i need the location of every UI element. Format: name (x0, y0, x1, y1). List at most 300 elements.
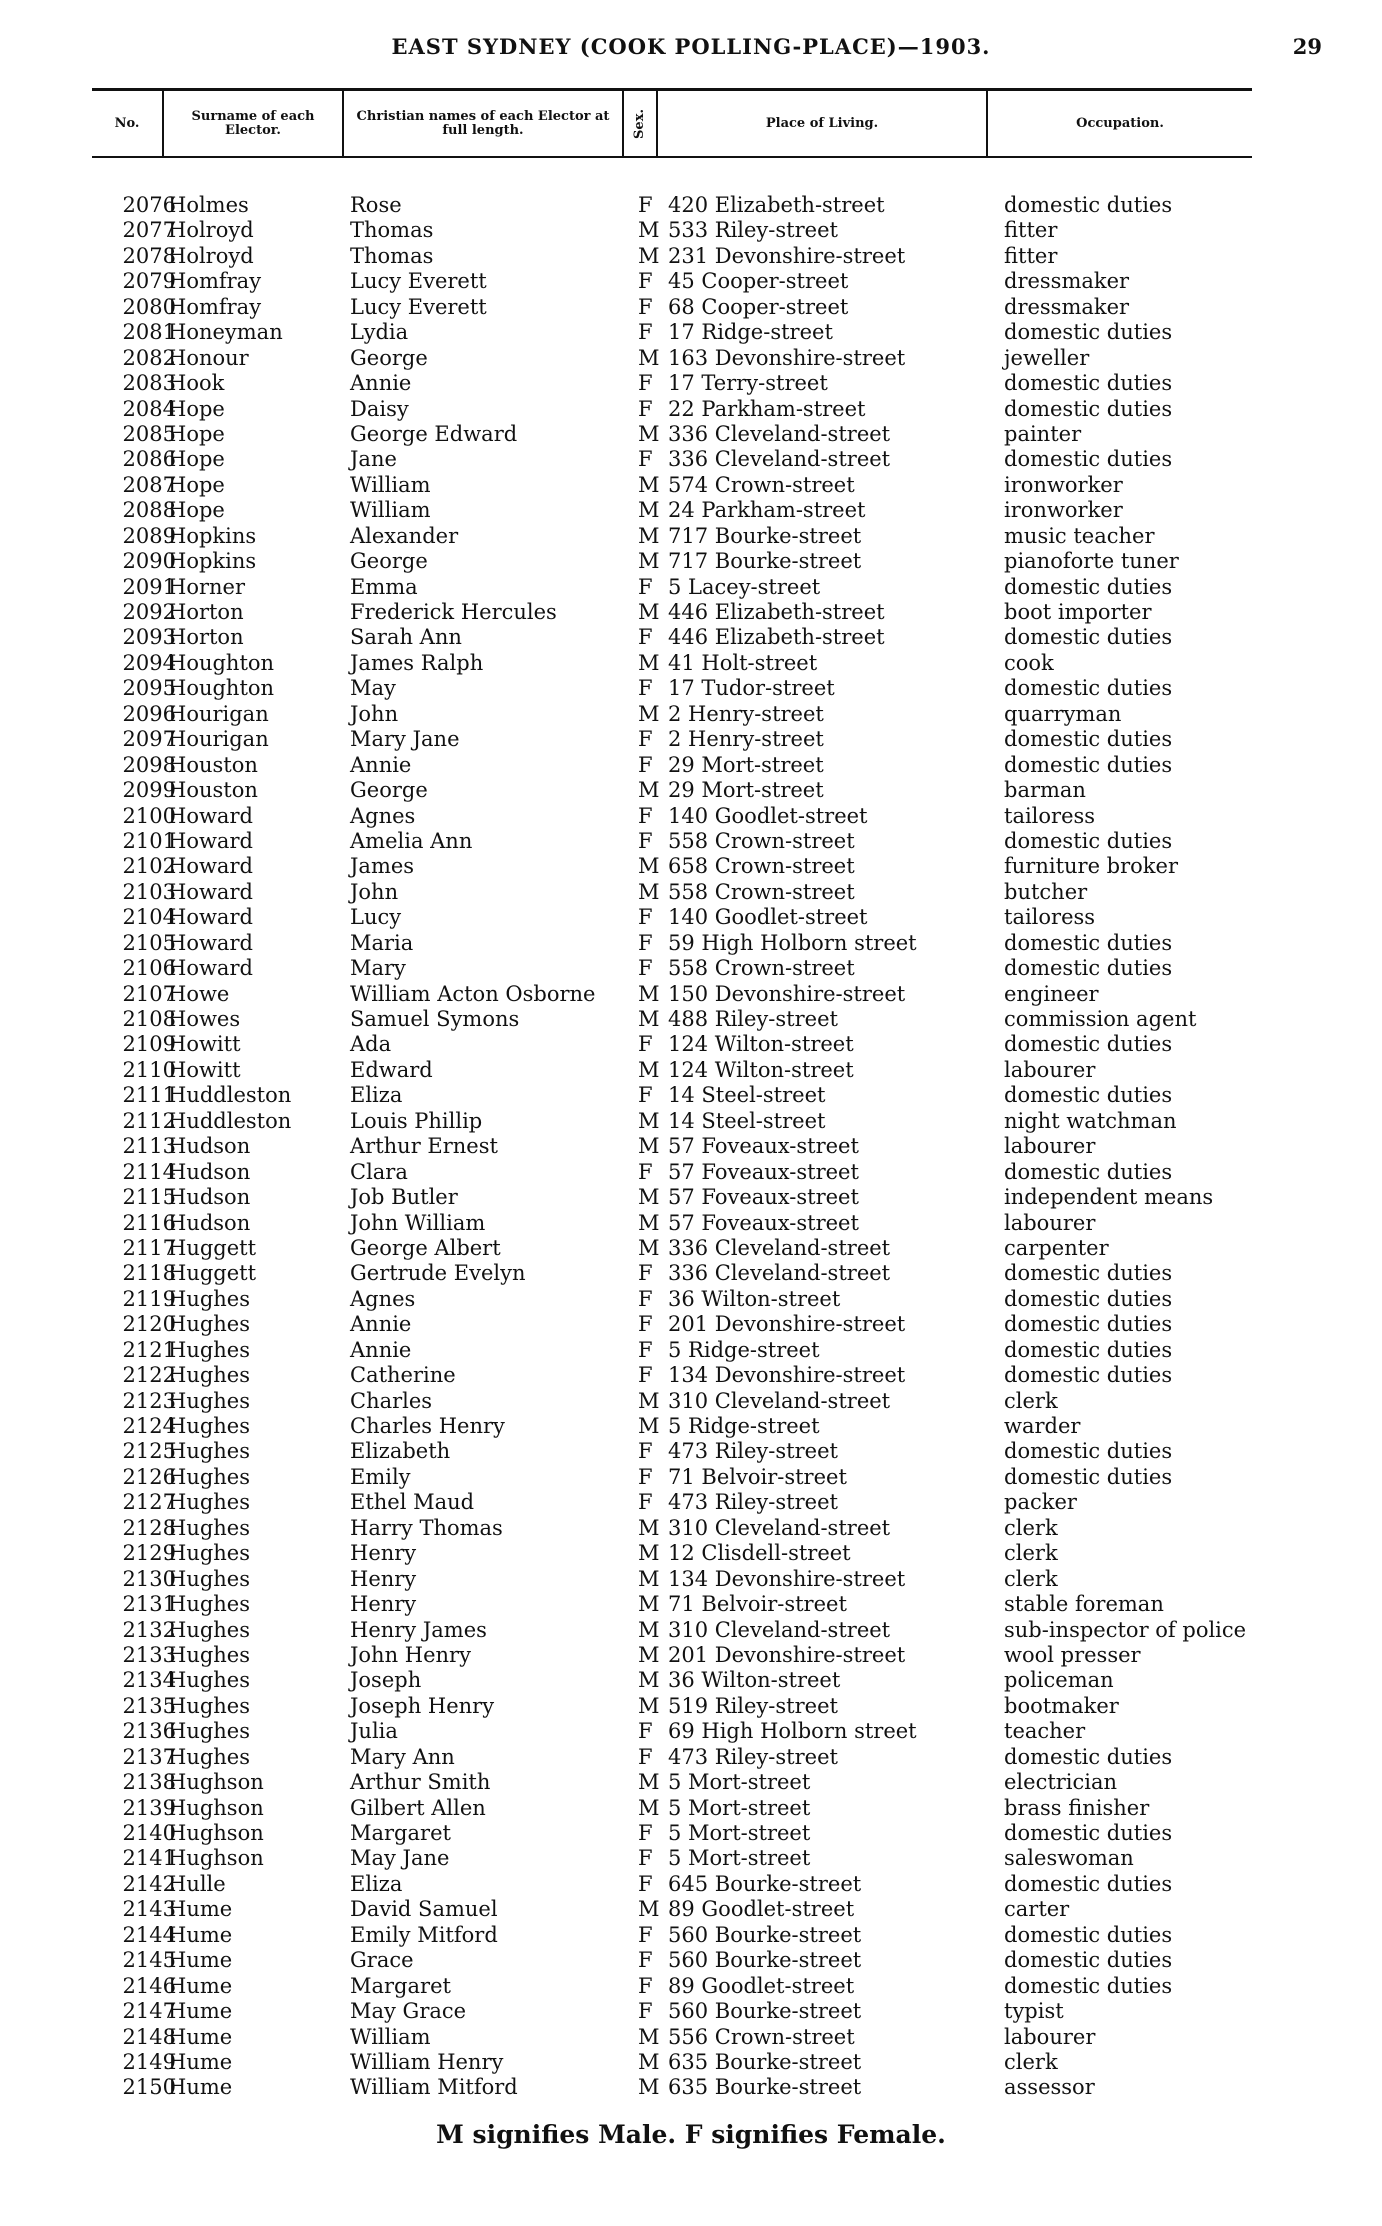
occupation-cell: butcher (1004, 879, 1088, 904)
occupation-cell: domestic duties (1004, 1922, 1173, 1947)
place-of-living-cell: 24 Parkham-street (668, 498, 866, 523)
table-row (0, 1592, 1382, 1617)
christian-names-cell: Annie (350, 371, 412, 396)
place-of-living-cell: 658 Crown-street (668, 854, 855, 879)
sex-cell: M (638, 2075, 660, 2100)
elector-number-cell: 2138 (122, 1770, 176, 1795)
surname-cell: Huddleston (168, 1108, 292, 1133)
table-row (0, 1643, 1382, 1668)
occupation-cell: electrician (1004, 1770, 1118, 1795)
place-of-living-cell: 57 Foveaux-street (668, 1159, 859, 1184)
table-row (0, 1541, 1382, 1566)
sex-cell: F (638, 956, 653, 981)
table-row (0, 778, 1382, 803)
christian-names-cell: Ada (350, 1032, 392, 1057)
elector-number-cell: 2092 (122, 600, 176, 624)
occupation-cell: dressmaker (1004, 294, 1130, 319)
elector-number-cell: 2083 (122, 371, 176, 396)
surname-cell: Hughson (168, 1770, 264, 1795)
occupation-cell: domestic duties (1004, 1032, 1173, 1057)
surname-cell: Hudson (168, 1185, 251, 1210)
place-of-living-cell: 446 Elizabeth-street (668, 600, 885, 624)
place-of-living-cell: 5 Mort-street (668, 1770, 811, 1795)
christian-names-cell: George (350, 778, 428, 803)
place-of-living-cell: 14 Steel-street (668, 1083, 826, 1108)
surname-cell: Huggett (168, 1261, 257, 1286)
place-of-living-cell: 560 Bourke-street (668, 1999, 862, 2024)
table-row (0, 651, 1382, 676)
sex-cell: M (638, 2049, 660, 2074)
christian-names-cell: Agnes (350, 803, 416, 828)
place-of-living-cell: 310 Cleveland-street (668, 1388, 891, 1413)
surname-cell: Hume (168, 1973, 233, 1998)
table-row (0, 905, 1382, 930)
surname-cell: Houston (168, 752, 258, 777)
surname-cell: Hourigan (168, 727, 269, 752)
christian-names-cell: Henry (350, 1541, 417, 1566)
place-of-living-cell: 140 Goodlet-street (668, 803, 868, 828)
occupation-cell: wool presser (1004, 1642, 1141, 1667)
table-row (0, 2025, 1382, 2050)
elector-number-cell: 2121 (122, 1337, 176, 1362)
surname-cell: Howitt (168, 1057, 241, 1082)
elector-number-cell: 2103 (122, 879, 176, 904)
sex-cell: M (638, 1210, 660, 1235)
place-of-living-cell: 556 Crown-street (668, 2024, 855, 2049)
occupation-cell: domestic duties (1004, 1159, 1173, 1184)
elector-number-cell: 2147 (122, 1999, 176, 2024)
sex-cell: M (638, 1693, 660, 1718)
table-row (0, 549, 1382, 574)
elector-list (0, 193, 1382, 2101)
surname-cell: Hudson (168, 1159, 251, 1184)
occupation-cell: carter (1004, 1897, 1070, 1922)
occupation-cell: engineer (1004, 981, 1099, 1006)
table-row (0, 880, 1382, 905)
table-row (0, 1185, 1382, 1210)
occupation-cell: domestic duties (1004, 727, 1173, 752)
table-row (0, 625, 1382, 650)
table-row (0, 320, 1382, 345)
table-row (0, 982, 1382, 1007)
sex-cell: F (638, 396, 653, 421)
sex-cell: F (638, 1439, 653, 1464)
place-of-living-cell: 41 Holt-street (668, 650, 818, 675)
sex-cell: M (638, 1007, 660, 1031)
occupation-cell: tailoress (1004, 905, 1096, 930)
table-row (0, 524, 1382, 549)
place-of-living-cell: 29 Mort-street (668, 752, 824, 777)
table-row (0, 422, 1382, 447)
elector-number-cell: 2097 (122, 727, 176, 752)
elector-number-cell: 2089 (122, 523, 176, 548)
surname-cell: Honour (168, 345, 249, 370)
christian-names-cell: William (350, 472, 431, 497)
christian-names-cell: Edward (350, 1057, 433, 1082)
surname-cell: Hughes (168, 1312, 251, 1337)
christian-names-cell: Lucy Everett (350, 294, 487, 319)
place-of-living-cell: 140 Goodlet-street (668, 905, 868, 930)
occupation-cell: domestic duties (1004, 320, 1173, 345)
christian-names-cell: Annie (350, 1337, 412, 1362)
sex-cell: M (638, 218, 660, 243)
elector-number-cell: 2111 (122, 1083, 176, 1108)
elector-number-cell: 2137 (122, 1744, 176, 1769)
table-row (0, 397, 1382, 422)
surname-cell: Hughes (168, 1439, 251, 1464)
sex-cell: M (638, 243, 660, 268)
elector-number-cell: 2078 (122, 243, 176, 268)
sex-cell: M (638, 879, 660, 904)
elector-number-cell: 2087 (122, 472, 176, 497)
surname-cell: Howe (168, 981, 230, 1006)
table-row (0, 1032, 1382, 1057)
surname-cell: Homfray (168, 294, 262, 319)
place-of-living-cell: 17 Terry-street (668, 371, 828, 396)
christian-names-cell: Clara (350, 1159, 408, 1184)
table-row (0, 1745, 1382, 1770)
place-of-living-cell: 22 Parkham-street (668, 396, 866, 421)
elector-number-cell: 2135 (122, 1693, 176, 1718)
table-row (0, 1236, 1382, 1261)
table-row (0, 1211, 1382, 1236)
occupation-cell: night watchman (1004, 1108, 1177, 1133)
table-header (92, 88, 1252, 158)
page-header (0, 28, 1382, 68)
surname-cell: Homfray (168, 269, 262, 294)
column-header-no: No. (92, 91, 164, 156)
table-row (0, 1134, 1382, 1159)
surname-cell: Hope (168, 447, 225, 472)
christian-names-cell: John William (350, 1210, 486, 1235)
occupation-cell: clerk (1004, 1388, 1058, 1413)
christian-names-cell: Margaret (350, 1973, 451, 1998)
sex-cell: M (638, 1592, 660, 1617)
table-row (0, 1846, 1382, 1871)
occupation-cell: domestic duties (1004, 371, 1173, 396)
occupation-cell: labourer (1004, 1134, 1096, 1159)
sex-cell: F (638, 1083, 653, 1108)
table-row (0, 1389, 1382, 1414)
table-row (0, 1694, 1382, 1719)
occupation-cell: quarryman (1004, 701, 1122, 726)
christian-names-cell: John (350, 879, 399, 904)
christian-names-cell: Mary Ann (350, 1744, 455, 1769)
place-of-living-cell: 5 Lacey-street (668, 574, 821, 599)
table-row (0, 1897, 1382, 1922)
occupation-cell: domestic duties (1004, 1337, 1173, 1362)
sex-cell: M (638, 778, 660, 803)
occupation-cell: domestic duties (1004, 193, 1173, 217)
surname-cell: Hume (168, 1999, 233, 2024)
place-of-living-cell: 560 Bourke-street (668, 1922, 862, 1947)
table-row (0, 1974, 1382, 1999)
occupation-cell: pianoforte tuner (1004, 549, 1179, 574)
christian-names-cell: Louis Phillip (350, 1108, 483, 1133)
christian-names-cell: Eliza (350, 1871, 403, 1896)
surname-cell: Hume (168, 1948, 233, 1973)
christian-names-cell: William Acton Osborne (350, 981, 596, 1006)
place-of-living-cell: 124 Wilton-street (668, 1057, 854, 1082)
surname-cell: Hughes (168, 1693, 251, 1718)
surname-cell: Hume (168, 1922, 233, 1947)
elector-number-cell: 2117 (122, 1235, 176, 1260)
table-row (0, 1872, 1382, 1897)
occupation-cell: domestic duties (1004, 1948, 1173, 1973)
occupation-cell: domestic duties (1004, 625, 1173, 650)
occupation-cell: domestic duties (1004, 1312, 1173, 1337)
place-of-living-cell: 473 Riley-street (668, 1744, 838, 1769)
christian-names-cell: Joseph (350, 1668, 422, 1693)
elector-number-cell: 2081 (122, 320, 176, 345)
sex-cell: M (638, 1897, 660, 1922)
elector-number-cell: 2123 (122, 1388, 176, 1413)
sex-cell: M (638, 1185, 660, 1210)
elector-number-cell: 2127 (122, 1490, 176, 1515)
sex-cell: M (638, 1642, 660, 1667)
table-row (0, 1058, 1382, 1083)
surname-cell: Hughes (168, 1744, 251, 1769)
occupation-cell: saleswoman (1004, 1846, 1134, 1871)
elector-number-cell: 2093 (122, 625, 176, 650)
table-row (0, 346, 1382, 371)
place-of-living-cell: 5 Mort-street (668, 1795, 811, 1820)
place-of-living-cell: 473 Riley-street (668, 1490, 838, 1515)
christian-names-cell: Elizabeth (350, 1439, 451, 1464)
place-of-living-cell: 635 Bourke-street (668, 2075, 862, 2100)
surname-cell: Hume (168, 1897, 233, 1922)
sex-cell: F (638, 676, 653, 701)
table-row (0, 218, 1382, 243)
occupation-cell: domestic duties (1004, 1083, 1173, 1108)
elector-number-cell: 2131 (122, 1592, 176, 1617)
sex-cell: F (638, 1719, 653, 1744)
table-row (0, 1261, 1382, 1286)
surname-cell: Horton (168, 600, 244, 624)
christian-names-cell: Mary Jane (350, 727, 460, 752)
surname-cell: Hughes (168, 1541, 251, 1566)
elector-number-cell: 2077 (122, 218, 176, 243)
sex-cell: F (638, 1337, 653, 1362)
elector-number-cell: 2141 (122, 1846, 176, 1871)
legend-footer: M signifies Male. F signifies Female. (436, 2120, 946, 2149)
surname-cell: Howard (168, 828, 253, 853)
occupation-cell: domestic duties (1004, 956, 1173, 981)
occupation-cell: domestic duties (1004, 396, 1173, 421)
elector-number-cell: 2118 (122, 1261, 176, 1286)
occupation-cell: domestic duties (1004, 752, 1173, 777)
page-number: 29 (1292, 34, 1322, 59)
table-row (0, 727, 1382, 752)
place-of-living-cell: 17 Tudor-street (668, 676, 835, 701)
surname-cell: Huggett (168, 1235, 257, 1260)
christian-names-cell: Rose (350, 193, 402, 217)
place-of-living-cell: 5 Mort-street (668, 1846, 811, 1871)
occupation-cell: commission agent (1004, 1007, 1197, 1031)
surname-cell: Howard (168, 879, 253, 904)
occupation-cell: domestic duties (1004, 1744, 1173, 1769)
place-of-living-cell: 645 Bourke-street (668, 1871, 862, 1896)
place-of-living-cell: 17 Ridge-street (668, 320, 833, 345)
sex-cell: M (638, 549, 660, 574)
elector-number-cell: 2139 (122, 1795, 176, 1820)
elector-number-cell: 2091 (122, 574, 176, 599)
sex-cell: F (638, 1744, 653, 1769)
surname-cell: Hughes (168, 1719, 251, 1744)
surname-cell: Horton (168, 625, 244, 650)
elector-number-cell: 2116 (122, 1210, 176, 1235)
elector-number-cell: 2133 (122, 1642, 176, 1667)
place-of-living-cell: 5 Mort-street (668, 1821, 811, 1845)
sex-cell: M (638, 1388, 660, 1413)
christian-names-cell: Henry James (350, 1617, 487, 1642)
table-row (0, 1109, 1382, 1134)
sex-cell: F (638, 1032, 653, 1057)
occupation-cell: clerk (1004, 1541, 1058, 1566)
elector-number-cell: 2143 (122, 1897, 176, 1922)
elector-number-cell: 2102 (122, 854, 176, 879)
occupation-cell: brass finisher (1004, 1795, 1150, 1820)
occupation-cell: labourer (1004, 1210, 1096, 1235)
surname-cell: Hughes (168, 1668, 251, 1693)
surname-cell: Hook (168, 371, 225, 396)
surname-cell: Hume (168, 2075, 233, 2100)
place-of-living-cell: 560 Bourke-street (668, 1948, 862, 1973)
sex-cell: M (638, 498, 660, 523)
surname-cell: Hughes (168, 1642, 251, 1667)
surname-cell: Honeyman (168, 320, 283, 345)
christian-names-cell: James Ralph (350, 650, 484, 675)
place-of-living-cell: 336 Cleveland-street (668, 447, 891, 472)
sex-cell: F (638, 1948, 653, 1973)
elector-number-cell: 2110 (122, 1057, 176, 1082)
table-row (0, 1414, 1382, 1439)
place-of-living-cell: 163 Devonshire-street (668, 345, 906, 370)
table-row (0, 1999, 1382, 2024)
elector-number-cell: 2085 (122, 421, 176, 446)
sex-cell: F (638, 269, 653, 294)
christian-names-cell: Joseph Henry (350, 1693, 495, 1718)
column-header-sex-label: Sex. (632, 108, 647, 139)
place-of-living-cell: 29 Mort-street (668, 778, 824, 803)
table-row (0, 1083, 1382, 1108)
surname-cell: Houston (168, 778, 258, 803)
christian-names-cell: Annie (350, 1312, 412, 1337)
table-row (0, 1618, 1382, 1643)
place-of-living-cell: 231 Devonshire-street (668, 243, 906, 268)
sex-cell: F (638, 930, 653, 955)
column-header-occupation: Occupation. (1076, 115, 1164, 131)
christian-names-cell: Arthur Smith (350, 1770, 491, 1795)
elector-number-cell: 2145 (122, 1948, 176, 1973)
table-row (0, 702, 1382, 727)
christian-names-cell: Charles Henry (350, 1414, 505, 1438)
surname-cell: Hudson (168, 1210, 251, 1235)
table-row (0, 371, 1382, 396)
sex-cell: M (638, 472, 660, 497)
occupation-cell: domestic duties (1004, 930, 1173, 955)
table-row (0, 1312, 1382, 1337)
sex-cell: F (638, 447, 653, 472)
occupation-cell: cook (1004, 650, 1054, 675)
elector-number-cell: 2129 (122, 1541, 176, 1566)
surname-cell: Houghton (168, 650, 275, 675)
christian-names-cell: Alexander (350, 523, 459, 548)
surname-cell: Hope (168, 396, 225, 421)
sex-cell: M (638, 1414, 660, 1438)
table-row (0, 1796, 1382, 1821)
place-of-living-cell: 635 Bourke-street (668, 2049, 862, 2074)
christian-names-cell: Margaret (350, 1821, 451, 1845)
elector-number-cell: 2090 (122, 549, 176, 574)
table-row (0, 829, 1382, 854)
sex-cell: M (638, 421, 660, 446)
surname-cell: Hughes (168, 1363, 251, 1388)
occupation-cell: domestic duties (1004, 1439, 1173, 1464)
christian-names-cell: Thomas (350, 243, 434, 268)
table-row (0, 193, 1382, 218)
christian-names-cell: Harry Thomas (350, 1515, 503, 1540)
table-row (0, 498, 1382, 523)
surname-cell: Hughes (168, 1388, 251, 1413)
sex-cell: F (638, 320, 653, 345)
elector-number-cell: 2100 (122, 803, 176, 828)
sex-cell: M (638, 981, 660, 1006)
sex-cell: F (638, 727, 653, 752)
surname-cell: Hope (168, 421, 225, 446)
place-of-living-cell: 71 Belvoir-street (668, 1464, 847, 1489)
sex-cell: F (638, 1846, 653, 1871)
christian-names-cell: George Edward (350, 421, 518, 446)
elector-number-cell: 2080 (122, 294, 176, 319)
sex-cell: F (638, 625, 653, 650)
surname-cell: Hughes (168, 1464, 251, 1489)
place-of-living-cell: 488 Riley-street (668, 1007, 838, 1031)
table-row (0, 676, 1382, 701)
place-of-living-cell: 558 Crown-street (668, 828, 855, 853)
elector-number-cell: 2112 (122, 1108, 176, 1133)
occupation-cell: domestic duties (1004, 828, 1173, 853)
table-row (0, 956, 1382, 981)
table-row (0, 1363, 1382, 1388)
sex-cell: F (638, 371, 653, 396)
elector-number-cell: 2082 (122, 345, 176, 370)
surname-cell: Hume (168, 2049, 233, 2074)
christian-names-cell: Grace (350, 1948, 414, 1973)
christian-names-cell: William (350, 498, 431, 523)
occupation-cell: clerk (1004, 1515, 1058, 1540)
christian-names-cell: Henry (350, 1592, 417, 1617)
elector-number-cell: 2142 (122, 1871, 176, 1896)
place-of-living-cell: 519 Riley-street (668, 1693, 838, 1718)
occupation-cell: tailoress (1004, 803, 1096, 828)
table-row (0, 1439, 1382, 1464)
christian-names-cell: William Mitford (350, 2075, 518, 2100)
sex-cell: F (638, 1490, 653, 1515)
place-of-living-cell: 2 Henry-street (668, 701, 824, 726)
christian-names-cell: Thomas (350, 218, 434, 243)
column-header-surname: Surname of each Elector. (164, 91, 344, 156)
elector-number-cell: 2124 (122, 1414, 176, 1438)
surname-cell: Howard (168, 905, 253, 930)
surname-cell: Hudson (168, 1134, 251, 1159)
place-of-living-cell: 57 Foveaux-street (668, 1210, 859, 1235)
sex-cell: M (638, 1566, 660, 1591)
elector-number-cell: 2084 (122, 396, 176, 421)
sex-cell: M (638, 1515, 660, 1540)
table-row (0, 473, 1382, 498)
occupation-cell: teacher (1004, 1719, 1086, 1744)
